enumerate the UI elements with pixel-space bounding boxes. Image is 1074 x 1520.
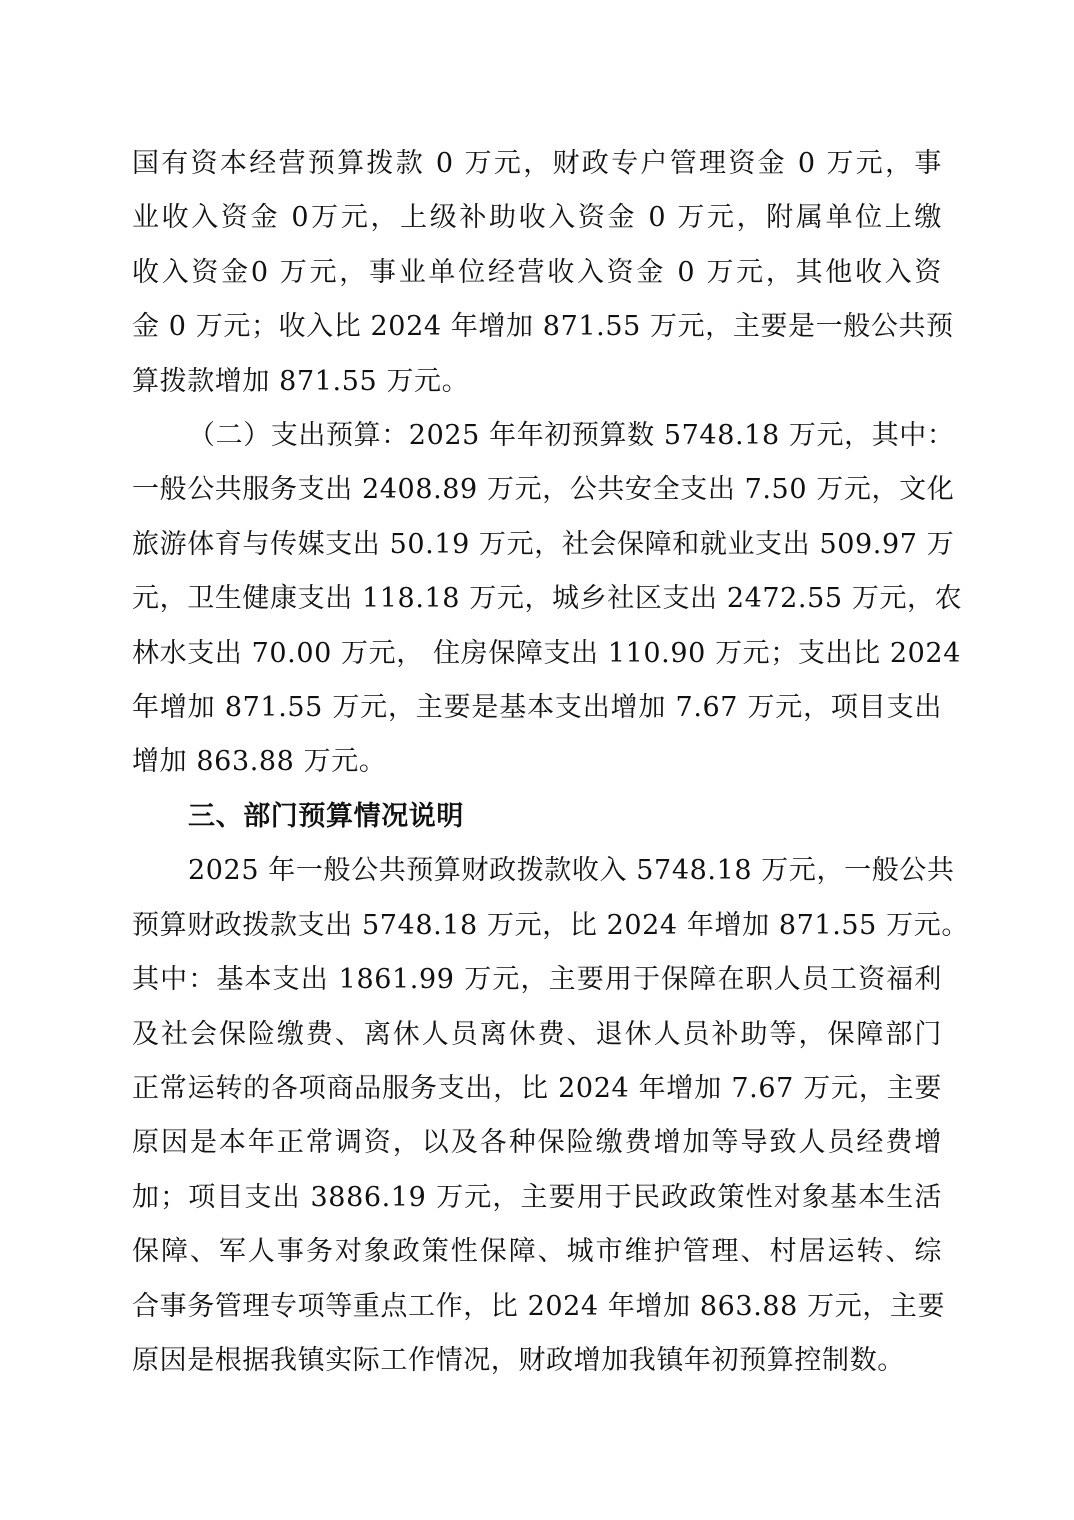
text-line: 保障、军人事务对象政策性保障、城市维护管理、村居运转、综 [132, 1236, 942, 1268]
text-line: 算拨款增加 871.55 万元。 [132, 365, 470, 397]
text-line: 林水支出 70.00 万元， 住房保障支出 110.90 万元；支出比 2024 [132, 637, 961, 669]
paragraph-income-details [132, 137, 954, 409]
paragraph-budget-explanation [132, 844, 969, 1388]
text-line: 金 0 万元；收入比 2024 年增加 871.55 万元，主要是一般公共预 [132, 311, 954, 343]
text-line: 预算财政拨款支出 5748.18 万元，比 2024 年增加 871.55 万元。 [132, 909, 969, 941]
text-line: 增加 863.88 万元。 [132, 746, 387, 778]
paragraph-expenditure-budget [132, 409, 963, 790]
text-line: 及社会保险缴费、离休人员离休费、退休人员补助等，保障部门 [132, 1018, 942, 1050]
text-line: 正常运转的各项商品服务支出，比 2024 年增加 7.67 万元，主要 [132, 1072, 942, 1104]
text-line: 合事务管理专项等重点工作，比 2024 年增加 863.88 万元，主要 [132, 1290, 946, 1322]
text-line: 业收入资金 0万元，上级补助收入资金 0 万元，附属单位上缴 [132, 202, 942, 234]
text-line: 年增加 871.55 万元，主要是基本支出增加 7.67 万元，项目支出 [132, 692, 942, 724]
text-line: 国有资本经营预算拨款 0 万元，财政专户管理资金 0 万元，事 [132, 148, 942, 179]
text-line: 加；项目支出 3886.19 万元，主要用于民政政策性对象基本生活 [132, 1181, 942, 1213]
text-line: 原因是根据我镇实际工作情况，财政增加我镇年初预算控制数。 [132, 1344, 905, 1376]
text-line: 2025 年一般公共预算财政拨款收入 5748.18 万元，一般公共 [188, 855, 955, 887]
text-line: 一般公共服务支出 2408.89 万元，公共安全支出 7.50 万元，文化 [132, 474, 955, 506]
text-line: 原因是本年正常调资，以及各种保险缴费增加等导致人员经费增 [132, 1127, 942, 1159]
document-body [132, 137, 969, 1388]
text-line: 旅游体育与传媒支出 50.19 万元，社会保障和就业支出 509.97 万 [132, 528, 955, 560]
text-line: 元，卫生健康支出 118.18 万元，城乡社区支出 2472.55 万元，农 [132, 583, 963, 615]
section-heading: 三、部门预算情况说明 [188, 800, 464, 832]
text-line: （二）支出预算：2025 年年初预算数 5748.18 万元，其中： [188, 420, 955, 452]
text-line: 其中：基本支出 1861.99 万元，主要用于保障在职人员工资福利 [132, 964, 942, 996]
text-line: 收入资金0 万元，事业单位经营收入资金 0 万元，其他收入资 [132, 256, 942, 288]
